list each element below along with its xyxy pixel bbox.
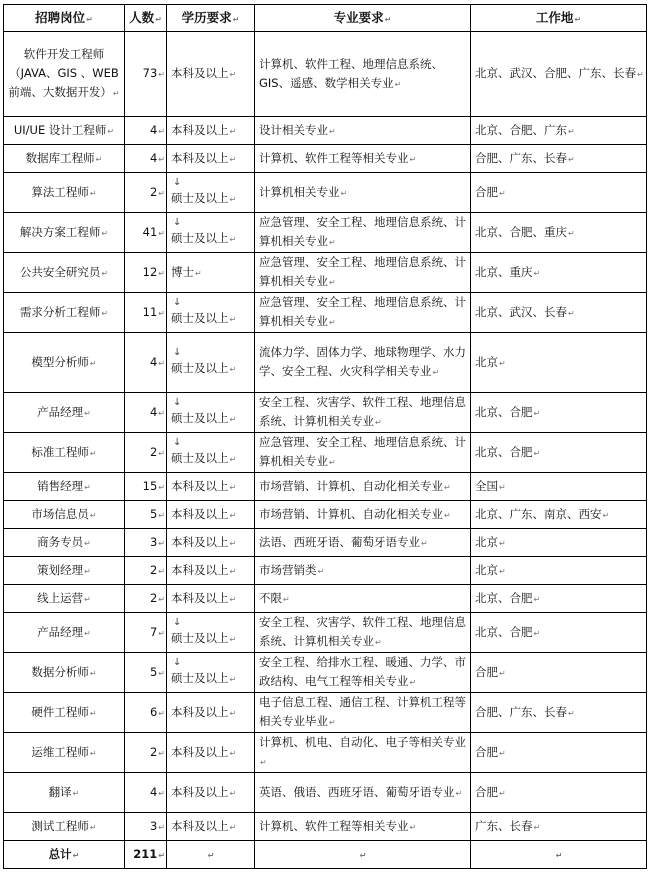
position-cell: 策划经理↵ — [4, 557, 125, 585]
major-cell: 应急管理、安全工程、地理信息系统、计算机相关专业↵ — [255, 433, 471, 473]
table-row — [4, 501, 647, 529]
table-row — [4, 773, 647, 813]
table-row — [4, 585, 647, 613]
position-cell: 解决方案工程师↵ — [4, 213, 125, 253]
position-cell: 数据库工程师↵ — [4, 145, 125, 173]
location-cell: 合肥↵ — [471, 773, 647, 813]
degree-cell: 本科及以上↵ — [167, 529, 255, 557]
major-cell: 应急管理、安全工程、地理信息系统、计算机相关专业↵ — [255, 253, 471, 293]
location-cell: 北京↵ — [471, 557, 647, 585]
table-row — [4, 613, 647, 653]
count-cell: 4↵ — [125, 117, 167, 145]
major-cell: 计算机、软件工程等相关专业↵ — [255, 145, 471, 173]
location-cell: 北京、合肥、广东↵ — [471, 117, 647, 145]
location-cell: 北京↵ — [471, 333, 647, 393]
major-cell: 英语、俄语、西班牙语、葡萄牙语专业↵ — [255, 773, 471, 813]
major-cell: 计算机、机电、自动化、电子等相关专业↵ — [255, 733, 471, 773]
location-cell: 合肥、广东、长春↵ — [471, 145, 647, 173]
table-row — [4, 293, 647, 333]
degree-cell: 本科及以上↵ — [167, 32, 255, 117]
position-cell: 数据分析师↵ — [4, 653, 125, 693]
major-cell: 法语、西班牙语、葡萄牙语专业↵ — [255, 529, 471, 557]
table-row — [4, 173, 647, 213]
degree-cell: 本科及以上↵ — [167, 473, 255, 501]
position-cell: 硬件工程师↵ — [4, 693, 125, 733]
location-cell: 全国↵ — [471, 473, 647, 501]
major-cell: 计算机、软件工程、地理信息系统、GIS、遥感、数学相关专业↵ — [255, 32, 471, 117]
count-cell: 3↵ — [125, 813, 167, 841]
position-cell: 线上运营↵ — [4, 585, 125, 613]
position-cell: 翻译↵ — [4, 773, 125, 813]
degree-cell: 本科及以上↵ — [167, 693, 255, 733]
table-row — [4, 653, 647, 693]
location-cell: 广东、长春↵ — [471, 813, 647, 841]
down-arrow-icon: ↓ — [173, 216, 182, 228]
position-cell: 市场信息员↵ — [4, 501, 125, 529]
table-row — [4, 213, 647, 253]
table-row — [4, 557, 647, 585]
location-cell: 合肥↵ — [471, 173, 647, 213]
table-row — [4, 473, 647, 501]
down-arrow-icon: ↓ — [173, 396, 182, 408]
total-empty-major: ↵ — [255, 841, 471, 869]
position-cell: 标准工程师↵ — [4, 433, 125, 473]
count-cell: 4↵ — [125, 393, 167, 433]
degree-cell: ↓ 硕士及以上↵ — [167, 293, 255, 333]
position-cell: 运维工程师↵ — [4, 733, 125, 773]
total-count: 211↵ — [125, 841, 167, 869]
position-cell: 产品经理↵ — [4, 393, 125, 433]
count-cell: 5↵ — [125, 501, 167, 529]
count-cell: 6↵ — [125, 693, 167, 733]
degree-cell: 博士↵ — [167, 253, 255, 293]
count-cell: 4↵ — [125, 145, 167, 173]
degree-cell: 本科及以上↵ — [167, 585, 255, 613]
degree-cell: 本科及以上↵ — [167, 813, 255, 841]
position-cell: 模型分析师↵ — [4, 333, 125, 393]
down-arrow-icon: ↓ — [173, 616, 182, 628]
degree-cell: 本科及以上↵ — [167, 117, 255, 145]
major-cell: 电子信息工程、通信工程、计算机工程等相关专业毕业↵ — [255, 693, 471, 733]
table-row — [4, 733, 647, 773]
position-cell: 商务专员↵ — [4, 529, 125, 557]
header-row — [4, 5, 647, 32]
down-arrow-icon: ↓ — [173, 346, 182, 358]
location-cell: 北京↵ — [471, 529, 647, 557]
degree-cell: ↓ 硕士及以上↵ — [167, 173, 255, 213]
major-cell: 市场营销类↵ — [255, 557, 471, 585]
position-cell: 销售经理↵ — [4, 473, 125, 501]
degree-cell: 本科及以上↵ — [167, 773, 255, 813]
degree-cell: 本科及以上↵ — [167, 557, 255, 585]
degree-cell: 本科及以上↵ — [167, 145, 255, 173]
count-cell: 7↵ — [125, 613, 167, 653]
down-arrow-icon: ↓ — [173, 176, 182, 188]
location-cell: 合肥↵ — [471, 733, 647, 773]
location-cell: 北京、武汉、长春↵ — [471, 293, 647, 333]
major-cell: 安全工程、给排水工程、暖通、力学、市政结构、电气工程等相关专业↵ — [255, 653, 471, 693]
count-cell: 73↵ — [125, 32, 167, 117]
header-count: 人数↵ — [125, 5, 167, 32]
recruitment-table — [3, 4, 647, 869]
total-empty-location: ↵ — [471, 841, 647, 869]
major-cell: 计算机相关专业↵ — [255, 173, 471, 213]
header-position: 招聘岗位↵ — [4, 5, 125, 32]
table-row — [4, 253, 647, 293]
count-cell: 2↵ — [125, 433, 167, 473]
table-row — [4, 693, 647, 733]
degree-cell: ↓ 硕士及以上↵ — [167, 433, 255, 473]
table-row — [4, 393, 647, 433]
count-cell: 5↵ — [125, 653, 167, 693]
degree-cell: ↓ 硕士及以上↵ — [167, 333, 255, 393]
location-cell: 北京、合肥、重庆↵ — [471, 213, 647, 253]
count-cell: 2↵ — [125, 585, 167, 613]
position-cell: 算法工程师↵ — [4, 173, 125, 213]
down-arrow-icon: ↓ — [173, 296, 182, 308]
location-cell: 合肥、广东、长春↵ — [471, 693, 647, 733]
major-cell: 市场营销、计算机、自动化相关专业↵ — [255, 473, 471, 501]
major-cell: 设计相关专业↵ — [255, 117, 471, 145]
major-cell: 流体力学、固体力学、地球物理学、水力学、安全工程、火灾科学相关专业↵ — [255, 333, 471, 393]
total-label: 总计↵ — [4, 841, 125, 869]
major-cell: 计算机、软件工程等相关专业↵ — [255, 813, 471, 841]
table-row — [4, 117, 647, 145]
header-major: 专业要求↵ — [255, 5, 471, 32]
degree-cell: 本科及以上↵ — [167, 733, 255, 773]
location-cell: 北京、广东、南京、西安↵ — [471, 501, 647, 529]
location-cell: 北京、合肥↵ — [471, 613, 647, 653]
down-arrow-icon: ↓ — [173, 436, 182, 448]
count-cell: 3↵ — [125, 529, 167, 557]
location-cell: 合肥↵ — [471, 653, 647, 693]
table-row — [4, 813, 647, 841]
degree-cell: ↓ 硕士及以上↵ — [167, 653, 255, 693]
header-location: 工作地↵ — [471, 5, 647, 32]
count-cell: 12↵ — [125, 253, 167, 293]
major-cell: 不限↵ — [255, 585, 471, 613]
down-arrow-icon: ↓ — [173, 656, 182, 668]
count-cell: 2↵ — [125, 173, 167, 213]
table-row — [4, 145, 647, 173]
count-cell: 2↵ — [125, 557, 167, 585]
count-cell: 11↵ — [125, 293, 167, 333]
degree-cell: ↓ 硕士及以上↵ — [167, 213, 255, 253]
location-cell: 北京、武汉、合肥、广东、长春↵ — [471, 32, 647, 117]
degree-cell: ↓ 硕士及以上↵ — [167, 393, 255, 433]
location-cell: 北京、合肥↵ — [471, 585, 647, 613]
major-cell: 应急管理、安全工程、地理信息系统、计算机相关专业↵ — [255, 293, 471, 333]
position-cell: 测试工程师↵ — [4, 813, 125, 841]
major-cell: 市场营销、计算机、自动化相关专业↵ — [255, 501, 471, 529]
position-cell: 公共安全研究员↵ — [4, 253, 125, 293]
location-cell: 北京、合肥↵ — [471, 393, 647, 433]
table-row — [4, 529, 647, 557]
position-cell: 需求分析工程师↵ — [4, 293, 125, 333]
table-row — [4, 32, 647, 117]
position-cell: 产品经理↵ — [4, 613, 125, 653]
header-degree: 学历要求↵ — [167, 5, 255, 32]
count-cell: 4↵ — [125, 773, 167, 813]
total-empty-degree: ↵ — [167, 841, 255, 869]
position-cell: 软件开发工程师（JAVA、GIS 、WEB 前端、大数据开发）↵ — [4, 32, 125, 117]
location-cell: 北京、重庆↵ — [471, 253, 647, 293]
position-cell: UI/UE 设计工程师↵ — [4, 117, 125, 145]
count-cell: 4↵ — [125, 333, 167, 393]
count-cell: 2↵ — [125, 733, 167, 773]
table-row — [4, 333, 647, 393]
count-cell: 15↵ — [125, 473, 167, 501]
degree-cell: ↓ 硕士及以上↵ — [167, 613, 255, 653]
location-cell: 北京、合肥↵ — [471, 433, 647, 473]
table-row — [4, 433, 647, 473]
count-cell: 41↵ — [125, 213, 167, 253]
major-cell: 应急管理、安全工程、地理信息系统、计算机相关专业↵ — [255, 213, 471, 253]
major-cell: 安全工程、灾害学、软件工程、地理信息系统、计算机相关专业↵ — [255, 613, 471, 653]
table-body — [4, 32, 647, 841]
total-row — [4, 841, 647, 869]
degree-cell: 本科及以上↵ — [167, 501, 255, 529]
major-cell: 安全工程、灾害学、软件工程、地理信息系统、计算机相关专业↵ — [255, 393, 471, 433]
